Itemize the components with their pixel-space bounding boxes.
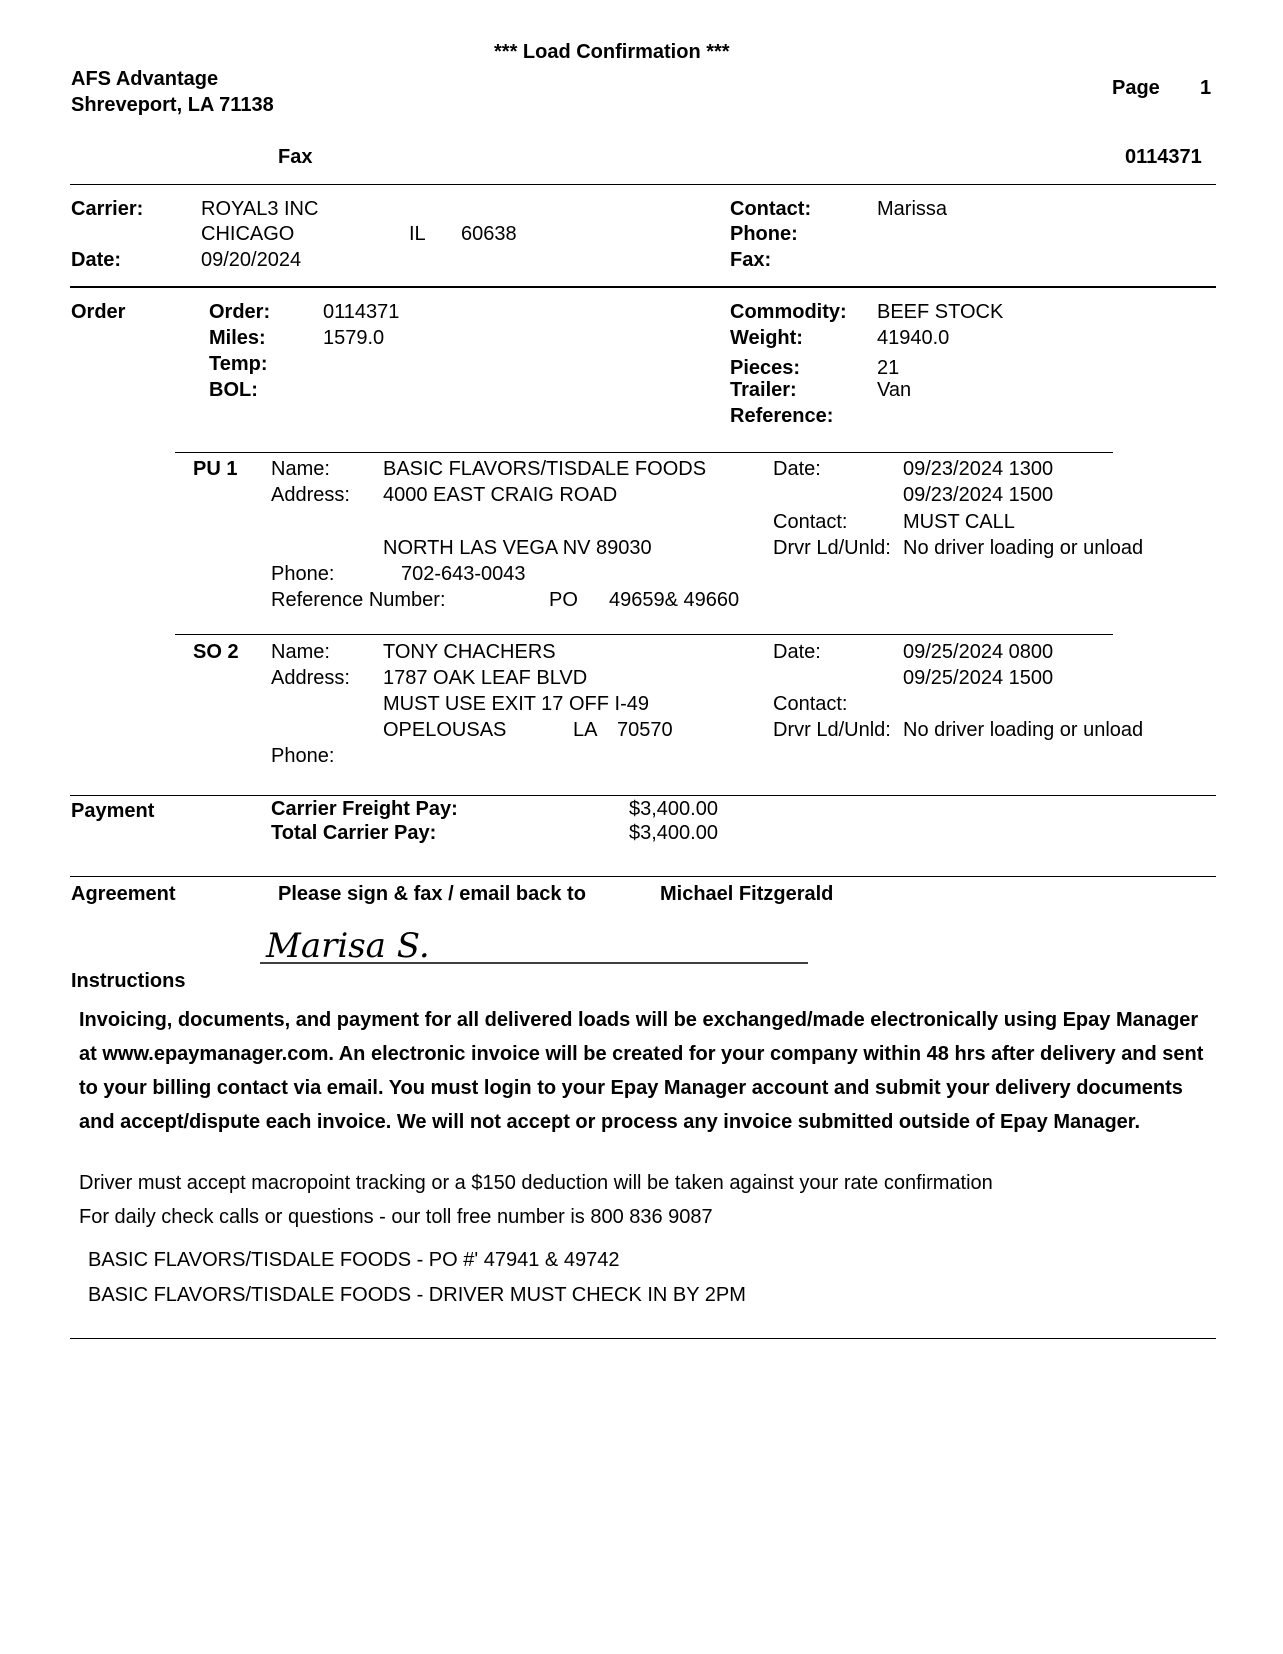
- pieces-value: 21: [877, 357, 900, 379]
- stop-address-label: Address:: [271, 667, 350, 689]
- pickup-phone: 702-643-0043: [401, 563, 526, 585]
- payment-section-label: Payment: [71, 800, 155, 822]
- stop-city: OPELOUSAS: [383, 719, 507, 741]
- fax-label: Fax: [278, 146, 313, 168]
- pickup-address-label: Address:: [271, 484, 350, 506]
- pickup-contact: MUST CALL: [903, 511, 1015, 533]
- stop-date-1: 09/25/2024 0800: [903, 641, 1054, 663]
- stop-address: 1787 OAK LEAF BLVD: [383, 667, 588, 689]
- stop-drvr-label: Drvr Ld/Unld:: [773, 719, 891, 741]
- freight-pay-value: $3,400.00: [629, 798, 718, 820]
- order-number: 0114371: [323, 301, 400, 323]
- signature-image: [260, 925, 808, 965]
- weight-label: Weight:: [730, 327, 803, 349]
- pickup-ref-type: PO: [549, 589, 578, 611]
- pickup-name-label: Name:: [271, 458, 330, 480]
- page-number: 1: [1200, 77, 1212, 99]
- load-number: 0114371: [1125, 146, 1202, 168]
- reference-label: Reference:: [730, 405, 834, 427]
- pickup-phone-label: Phone:: [271, 563, 335, 585]
- pickup-tag: PU 1: [193, 458, 238, 480]
- carrier-city: CHICAGO: [201, 223, 295, 245]
- pickup-name: BASIC FLAVORS/TISDALE FOODS: [383, 458, 707, 480]
- stop-address-2: MUST USE EXIT 17 OFF I-49: [383, 693, 649, 715]
- commodity-value: BEEF STOCK: [877, 301, 1004, 323]
- instructions-phone: For daily check calls or questions - our toll free number is 800 836 9087: [79, 1206, 713, 1228]
- temp-label: Temp:: [209, 353, 268, 375]
- stop-state: LA: [573, 719, 598, 741]
- commodity-label: Commodity:: [730, 301, 847, 323]
- stop-contact-label: Contact:: [773, 693, 848, 715]
- stop-drvr: No driver loading or unload: [903, 719, 1144, 741]
- weight-value: 41940.0: [877, 327, 950, 349]
- instructions-tracking: Driver must accept macropoint tracking or a $150 deduction will be taken against your rate confirmation: [79, 1172, 993, 1194]
- instructions-section-label: Instructions: [71, 970, 186, 992]
- order-section-label: Order: [71, 301, 126, 323]
- agreement-instruction: Please sign & fax / email back to: [278, 883, 586, 905]
- instructions-note-2: BASIC FLAVORS/TISDALE FOODS - DRIVER MUST CHECK IN BY 2PM: [88, 1284, 746, 1306]
- pickup-date-label: Date:: [773, 458, 821, 480]
- carrier-label: Carrier:: [71, 198, 144, 220]
- pickup-ref-label: Reference Number:: [271, 589, 446, 611]
- trailer-label: Trailer:: [730, 379, 797, 401]
- total-pay-value: $3,400.00: [629, 822, 718, 844]
- stop-zip: 70570: [617, 719, 673, 741]
- bol-label: BOL:: [209, 379, 258, 401]
- divider: [70, 876, 1216, 877]
- agreement-section-label: Agreement: [71, 883, 176, 905]
- pieces-label: Pieces:: [730, 357, 801, 379]
- divider: [175, 452, 1113, 453]
- trailer-value: Van: [877, 379, 912, 401]
- agreement-recipient: Michael Fitzgerald: [660, 883, 834, 905]
- order-label: Order:: [209, 301, 271, 323]
- carrier-name: ROYAL3 INC: [201, 198, 319, 220]
- stop-date-2: 09/25/2024 1500: [903, 667, 1054, 689]
- pickup-date-1: 09/23/2024 1300: [903, 458, 1054, 480]
- instructions-paragraph: Invoicing, documents, and payment for all delivered loads will be exchanged/made electronically using Epay Manager at www.epaymanager.com. An electronic invoice will be created for your company within 48 hrs after delivery and sent to your billing contact via email. You must login to your Epay Manager account and submit your delivery documents and accept/dispute each invoice. We will not accept or process any invoice submitted outside of Epay Manager.: [79, 1009, 1204, 1133]
- miles-value: 1579.0: [323, 327, 385, 349]
- instructions-note-1: BASIC FLAVORS/TISDALE FOODS - PO #' 47941 & 49742: [88, 1249, 620, 1271]
- company-city: Shreveport, LA 71138: [71, 94, 274, 116]
- pickup-address: 4000 EAST CRAIG ROAD: [383, 484, 618, 506]
- carrier-date: 09/20/2024: [201, 249, 302, 271]
- stop-tag: SO 2: [193, 641, 239, 663]
- stop-phone-label: Phone:: [271, 745, 335, 767]
- divider: [70, 286, 1216, 288]
- stop-name-label: Name:: [271, 641, 330, 663]
- divider: [175, 634, 1113, 635]
- freight-pay-label: Carrier Freight Pay:: [271, 798, 458, 820]
- pickup-drvr: No driver loading or unload: [903, 537, 1144, 559]
- pickup-ref-value: 49659& 49660: [609, 589, 740, 611]
- contact-label: Contact:: [730, 198, 812, 220]
- stop-name: TONY CHACHERS: [383, 641, 556, 663]
- stop-date-label: Date:: [773, 641, 821, 663]
- carrier-fax-label: Fax:: [730, 249, 772, 271]
- pickup-city-line: NORTH LAS VEGA NV 89030: [383, 537, 652, 559]
- date-label: Date:: [71, 249, 122, 271]
- miles-label: Miles:: [209, 327, 266, 349]
- carrier-state: IL: [409, 223, 426, 245]
- divider: [70, 1338, 1216, 1339]
- divider: [70, 184, 1216, 185]
- carrier-zip: 60638: [461, 223, 517, 245]
- svg-text:Marisa S.: Marisa S.: [266, 926, 430, 965]
- document-title: *** Load Confirmation ***: [494, 41, 730, 63]
- phone-label: Phone:: [730, 223, 798, 245]
- divider: [70, 795, 1216, 796]
- pickup-date-2: 09/23/2024 1500: [903, 484, 1054, 506]
- page-label: Page: [1112, 77, 1160, 99]
- pickup-drvr-label: Drvr Ld/Unld:: [773, 537, 891, 559]
- company-name: AFS Advantage: [71, 68, 219, 90]
- carrier-contact: Marissa: [877, 198, 948, 220]
- pickup-contact-label: Contact:: [773, 511, 848, 533]
- total-pay-label: Total Carrier Pay:: [271, 822, 437, 844]
